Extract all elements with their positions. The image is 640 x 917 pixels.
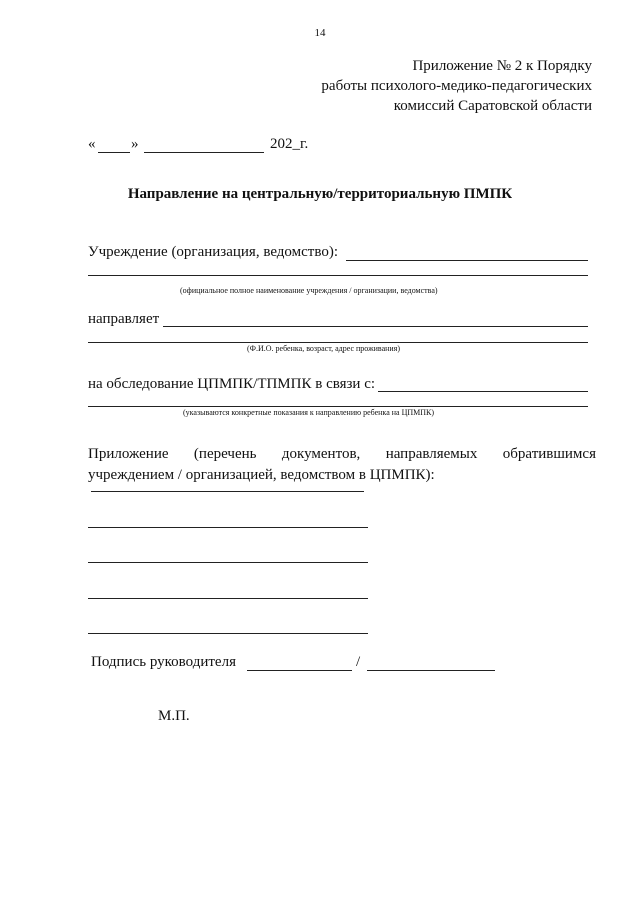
exam-caption: (указываются конкретные показания к направлению ребенка на ЦПМПК) [183, 408, 435, 417]
exam-field-line-2[interactable] [88, 406, 588, 407]
appendix-line-5[interactable] [88, 633, 368, 634]
exam-label: на обследование ЦПМПК/ТПМПК в связи с: [88, 376, 376, 392]
stamp-place: М.П. [158, 708, 190, 724]
date-day-field[interactable] [98, 152, 130, 153]
appendix-header-line-2: работы психолого-медико-педагогических [321, 78, 592, 94]
date-year: 202_г. [270, 136, 309, 152]
appendix-header-line-1: Приложение № 2 к Порядку [412, 58, 592, 74]
exam-field[interactable] [378, 391, 588, 392]
appendix-line-3[interactable] [88, 562, 368, 563]
child-caption: (Ф.И.О. ребенка, возраст, адрес проживания) [247, 344, 401, 353]
signature-field[interactable] [247, 670, 352, 671]
sends-label: направляет [88, 311, 160, 327]
signature-name-field[interactable] [367, 670, 495, 671]
page-number: 14 [314, 27, 326, 39]
appendix-header-line-3: комиссий Саратовской области [393, 98, 592, 114]
date-open-quote: « [88, 136, 96, 152]
appendix-line-2[interactable] [88, 527, 368, 528]
institution-field[interactable] [346, 260, 588, 261]
date-month-field[interactable] [144, 152, 264, 153]
child-field-line-2[interactable] [88, 342, 588, 343]
appendix-line-1[interactable] [91, 491, 364, 492]
document-title: Направление на центральную/территориальную ПМПК [127, 186, 513, 202]
child-field[interactable] [163, 326, 588, 327]
institution-label: Учреждение (организация, ведомство): [88, 244, 338, 260]
date-close-quote: » [131, 136, 139, 152]
signature-separator: / [356, 654, 361, 670]
appendix-line-4[interactable] [88, 598, 368, 599]
appendix-paragraph: Приложение (перечень документов, направляемых обратившимся учреждением / организацией, ведомством в ЦПМПК): [88, 446, 596, 483]
signature-label: Подпись руководителя [91, 654, 236, 670]
institution-caption: (официальное полное наименование учреждения / организации, ведомства) [180, 286, 438, 295]
institution-field-line-2[interactable] [88, 275, 588, 276]
